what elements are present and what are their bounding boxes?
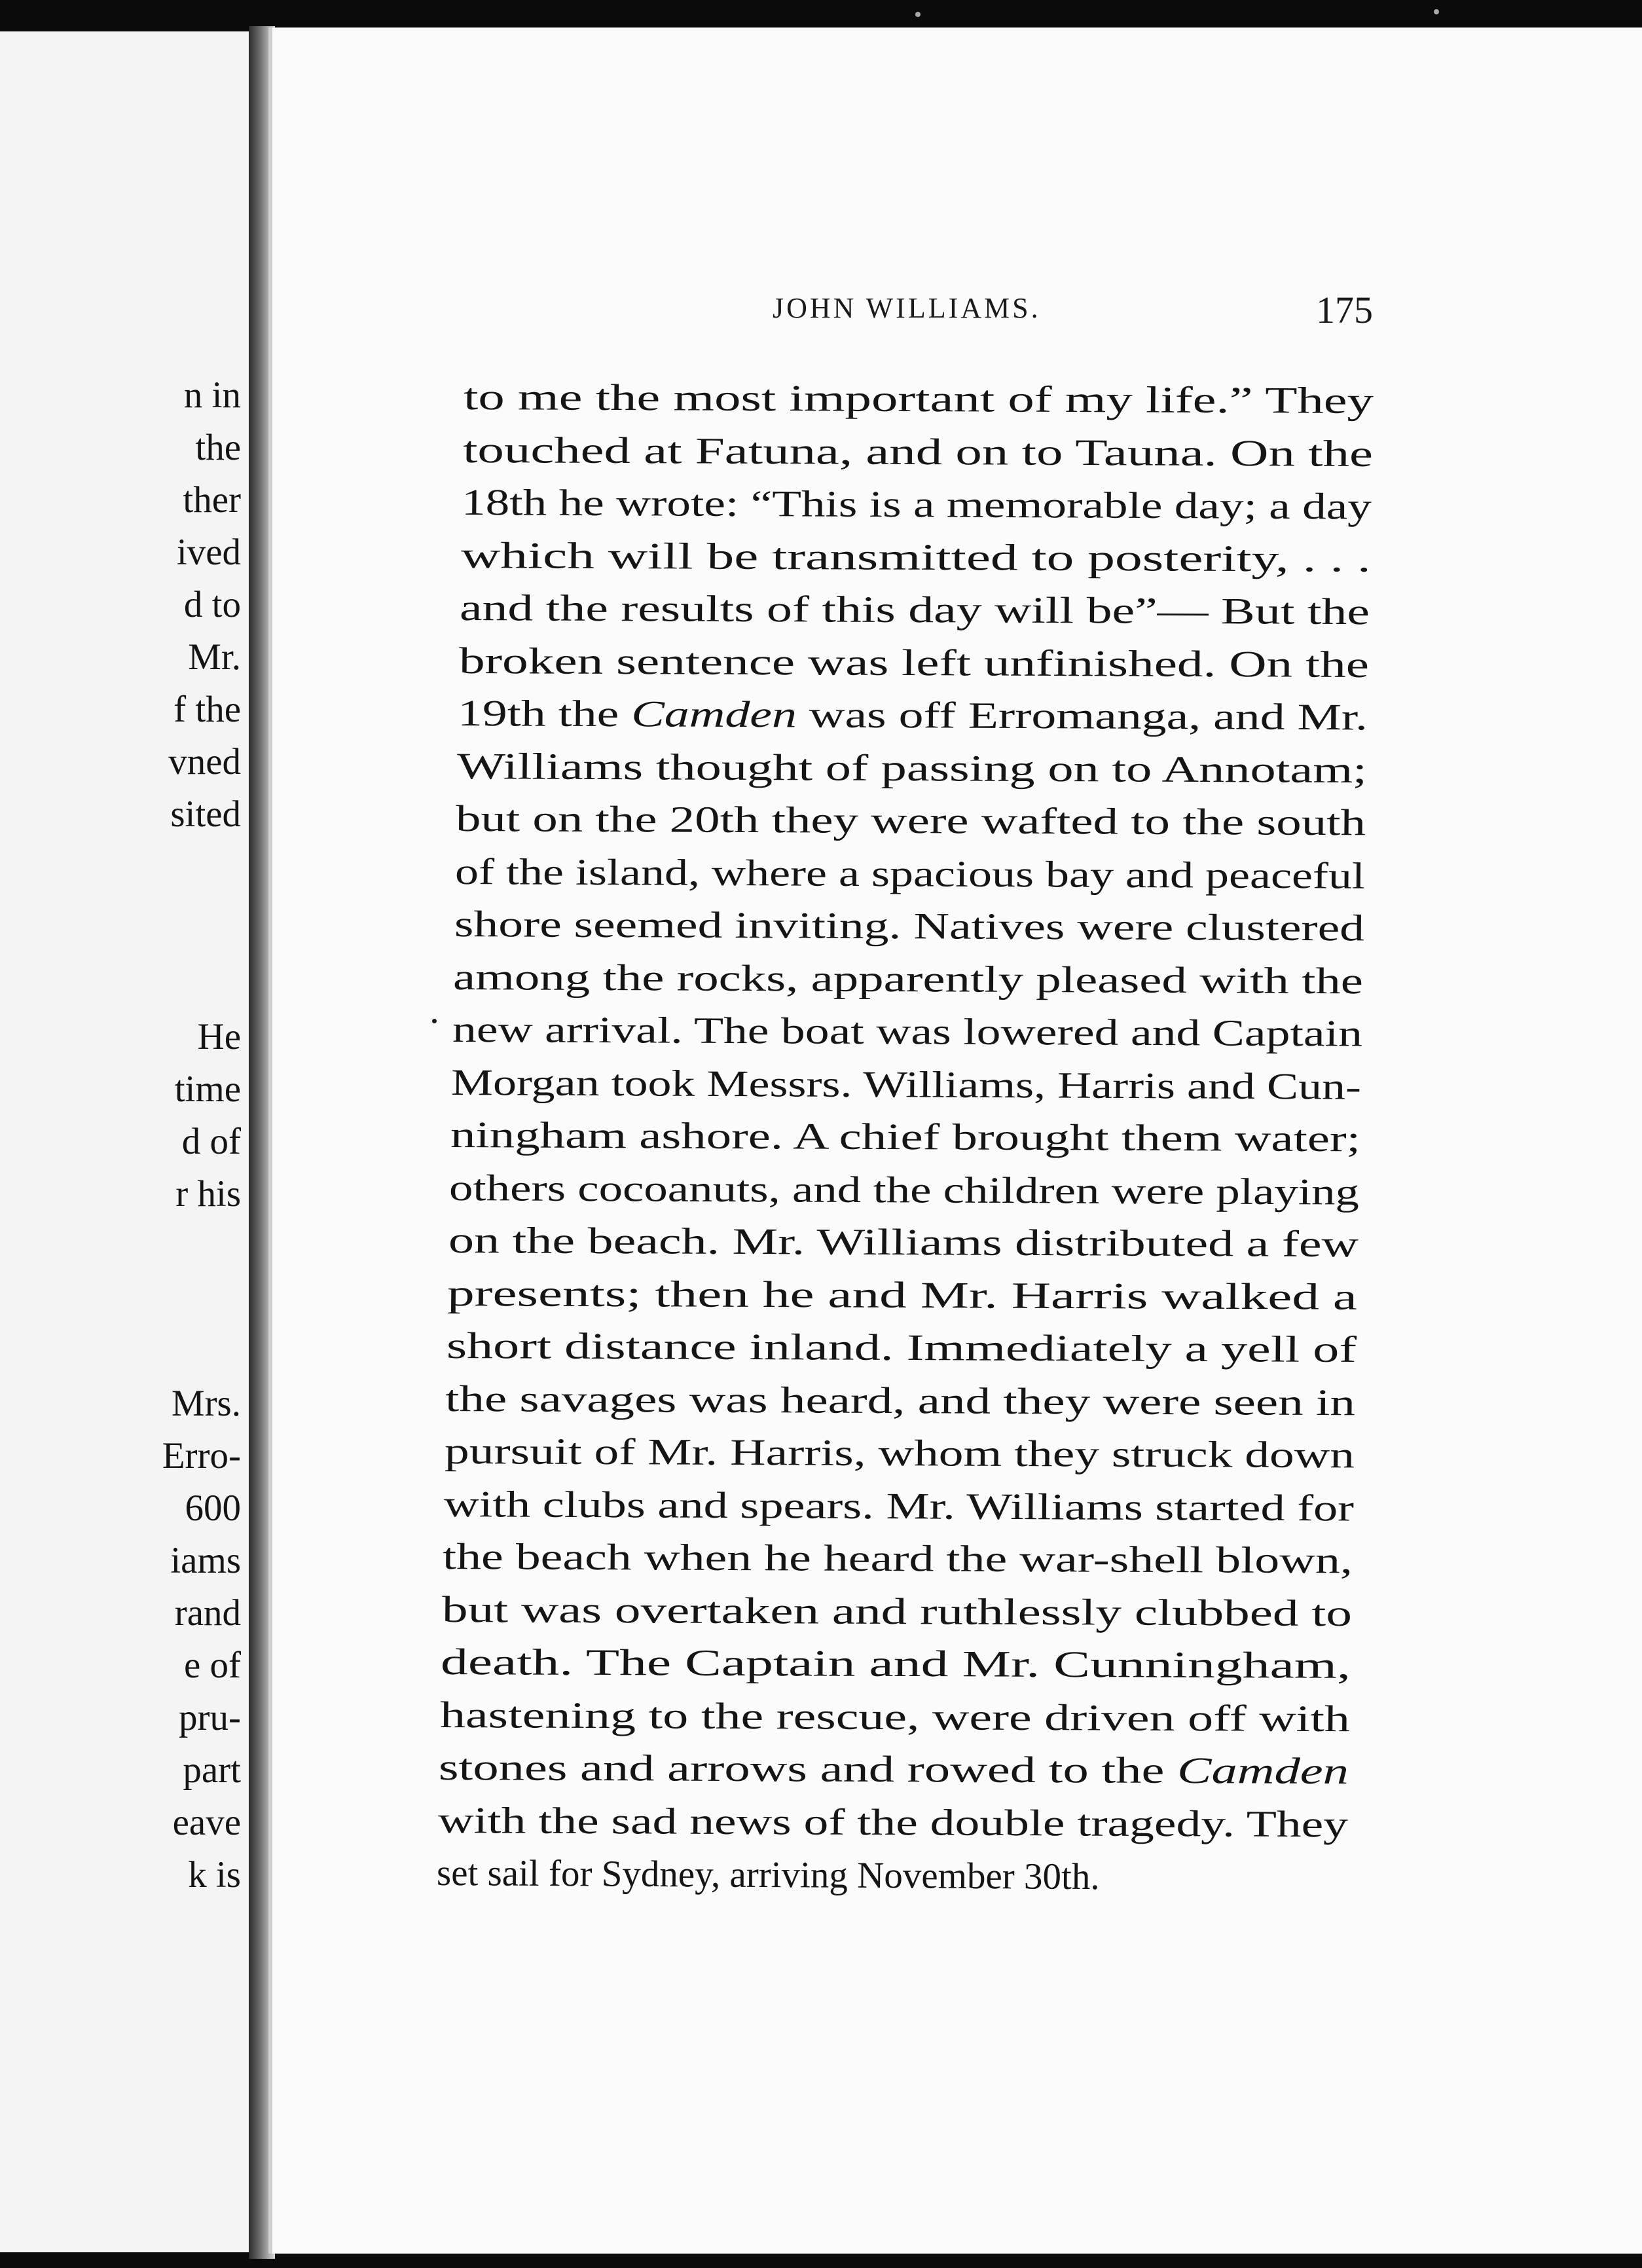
body-line: broken sentence was left unfinished. On the bbox=[458, 640, 1369, 686]
running-head: JOHN WILLIAMS. bbox=[773, 292, 1041, 324]
body-line: others cocoanuts, and the children were playing bbox=[449, 1167, 1360, 1213]
body-line: but on the 20th they were wafted to the south bbox=[456, 798, 1366, 844]
body-line: which will be transmitted to posterity, . . . bbox=[460, 534, 1371, 580]
body-line: of the island, where a spacious bay and peaceful bbox=[454, 850, 1366, 897]
left-page-fragment: rand bbox=[174, 1592, 241, 1634]
left-page-fragment: ived bbox=[176, 532, 241, 573]
left-page-fragment: time bbox=[174, 1069, 241, 1110]
body-line: to me the most important of my life.” They bbox=[463, 376, 1374, 422]
body-line: and the results of this day will be”— But the bbox=[459, 587, 1370, 633]
ship-name: Camden bbox=[1177, 1749, 1349, 1793]
left-page-fragment: the bbox=[195, 427, 241, 468]
body-line: with clubs and spears. Mr. Williams started for bbox=[443, 1483, 1354, 1529]
left-page-fragment: f the bbox=[173, 689, 241, 730]
body-line: death. The Captain and Mr. Cunningham, bbox=[440, 1641, 1351, 1687]
left-page bbox=[0, 31, 255, 2252]
left-page-fragment: sited bbox=[170, 794, 241, 835]
body-line: new arrival. The boat was lowered and Captain bbox=[452, 1009, 1362, 1055]
left-page-fragment: n in bbox=[183, 375, 241, 416]
left-page-fragment: 600 bbox=[185, 1488, 241, 1529]
body-line: presents; then he and Mr. Harris walked a bbox=[447, 1272, 1358, 1318]
body-line: 18th he wrote: “This is a memorable day; a day bbox=[461, 482, 1372, 528]
body-line: stones and arrows and rowed to the Camden bbox=[439, 1747, 1349, 1793]
body-line: hastening to the rescue, were driven off with bbox=[439, 1694, 1350, 1740]
body-line: but was overtaken and ruthlessly clubbed to bbox=[441, 1588, 1352, 1634]
left-page-fragment: k is bbox=[188, 1854, 241, 1895]
left-page-fragment: e of bbox=[183, 1645, 241, 1686]
body-line: Morgan took Messrs. Williams, Harris and Cun- bbox=[450, 1061, 1362, 1108]
scan-speck bbox=[432, 1019, 437, 1023]
body-line: 19th the Camden was off Erromanga, and Mr. bbox=[458, 693, 1368, 739]
left-page-fragment: pru- bbox=[179, 1697, 241, 1738]
body-line: the beach when he heard the war-shell blown, bbox=[442, 1536, 1353, 1582]
body-line: the savages was heard, and they were seen in bbox=[445, 1378, 1356, 1423]
body-line: shore seemed inviting. Natives were clustered bbox=[454, 904, 1364, 949]
left-page-fragment: r his bbox=[175, 1173, 241, 1215]
body-line: pursuit of Mr. Harris, whom they struck down bbox=[444, 1431, 1355, 1476]
body-line: on the beach. Mr. Williams distributed a few bbox=[448, 1220, 1359, 1266]
body-line: short distance inland. Immediately a yell of bbox=[446, 1325, 1357, 1371]
left-page-fragment: d of bbox=[181, 1121, 241, 1162]
body-line: Williams thought of passing on to Annotam; bbox=[456, 745, 1368, 791]
left-page-fragment: He bbox=[197, 1016, 241, 1057]
left-page-fragment: ther bbox=[183, 479, 241, 521]
body-line: touched at Fatuna, and on to Tauna. On the bbox=[462, 429, 1373, 475]
page-number: 175 bbox=[1316, 289, 1373, 331]
scan-speck bbox=[915, 12, 921, 17]
body-line: set sail for Sydney, arriving November 30th. bbox=[437, 1852, 1101, 1898]
left-page-fragment: Mr. bbox=[188, 636, 241, 678]
left-page-fragment: d to bbox=[183, 584, 241, 625]
body-line: with the sad news of the double tragedy. They bbox=[437, 1799, 1349, 1845]
left-page-fragment: part bbox=[183, 1749, 241, 1791]
left-page-fragment: Mrs. bbox=[171, 1383, 241, 1424]
left-page-fragment: eave bbox=[172, 1802, 241, 1843]
scan-speck bbox=[1434, 9, 1439, 14]
left-page-fragment: iams bbox=[170, 1540, 241, 1581]
body-line: among the rocks, apparently pleased with the bbox=[452, 956, 1364, 1002]
body-line: ningham ashore. A chief brought them water; bbox=[450, 1114, 1360, 1160]
ship-name: Camden bbox=[631, 693, 797, 736]
left-page-fragment: Erro- bbox=[162, 1435, 241, 1476]
left-page-fragment: vned bbox=[168, 741, 241, 782]
